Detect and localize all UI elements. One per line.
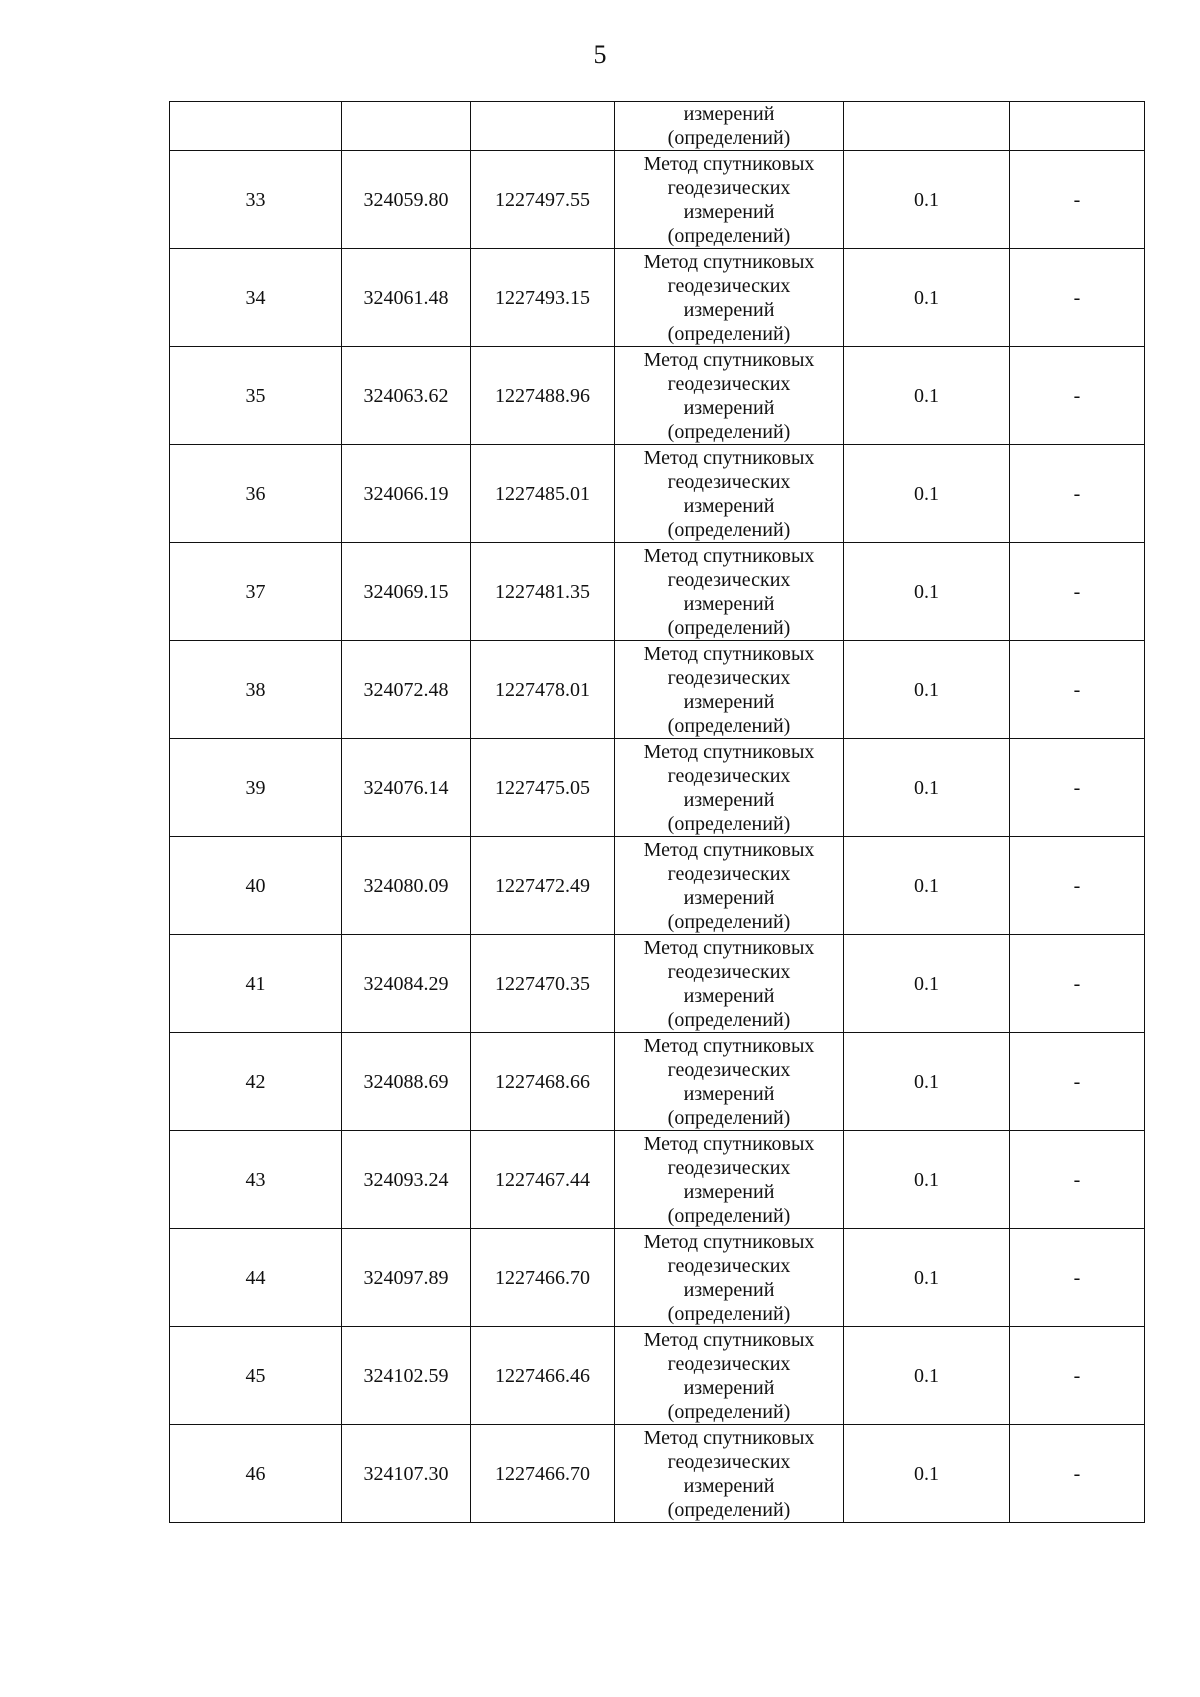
note-cell: - bbox=[1010, 1425, 1145, 1523]
x-coordinate-cell: 324080.09 bbox=[342, 837, 471, 935]
accuracy-cell: 0.1 bbox=[844, 837, 1010, 935]
note-cell: - bbox=[1010, 739, 1145, 837]
coordinates-table bbox=[169, 101, 1145, 1523]
point-number-cell: 38 bbox=[170, 641, 342, 739]
y-coordinate-cell: 1227472.49 bbox=[471, 837, 615, 935]
x-coordinate-cell: 324097.89 bbox=[342, 1229, 471, 1327]
method-cell: Метод спутниковых геодезических измерений (определений) bbox=[615, 935, 844, 1033]
note-cell: - bbox=[1010, 249, 1145, 347]
method-cell: Метод спутниковых геодезических измерений (определений) bbox=[615, 151, 844, 249]
note-cell: - bbox=[1010, 347, 1145, 445]
accuracy-cell: 0.1 bbox=[844, 249, 1010, 347]
method-cell: Метод спутниковых геодезических измерений (определений) bbox=[615, 837, 844, 935]
x-coordinate-cell: 324107.30 bbox=[342, 1425, 471, 1523]
point-number-cell: 34 bbox=[170, 249, 342, 347]
point-number-cell: 43 bbox=[170, 1131, 342, 1229]
y-coordinate-cell: 1227466.70 bbox=[471, 1229, 615, 1327]
accuracy-cell: 0.1 bbox=[844, 935, 1010, 1033]
table-row bbox=[170, 935, 1145, 1033]
table-row-continued bbox=[170, 102, 1145, 151]
table-row bbox=[170, 1229, 1145, 1327]
x-coordinate-cell: 324063.62 bbox=[342, 347, 471, 445]
note-cell: - bbox=[1010, 1229, 1145, 1327]
table-row bbox=[170, 1425, 1145, 1523]
note-cell: - bbox=[1010, 935, 1145, 1033]
point-number-cell: 42 bbox=[170, 1033, 342, 1131]
y-coordinate-cell: 1227493.15 bbox=[471, 249, 615, 347]
accuracy-cell bbox=[844, 102, 1010, 151]
page-number: 5 bbox=[593, 40, 607, 69]
method-cell: Метод спутниковых геодезических измерений (определений) bbox=[615, 739, 844, 837]
y-coordinate-cell: 1227485.01 bbox=[471, 445, 615, 543]
y-coordinate-cell bbox=[471, 102, 615, 151]
table-row bbox=[170, 445, 1145, 543]
y-coordinate-cell: 1227466.46 bbox=[471, 1327, 615, 1425]
method-cell: Метод спутниковых геодезических измерений (определений) bbox=[615, 1229, 844, 1327]
table-row bbox=[170, 249, 1145, 347]
point-number-cell: 44 bbox=[170, 1229, 342, 1327]
x-coordinate-cell: 324069.15 bbox=[342, 543, 471, 641]
point-number-cell: 45 bbox=[170, 1327, 342, 1425]
method-cell: измерений (определений) bbox=[615, 102, 844, 151]
method-cell: Метод спутниковых геодезических измерений (определений) bbox=[615, 1425, 844, 1523]
x-coordinate-cell: 324066.19 bbox=[342, 445, 471, 543]
method-cell: Метод спутниковых геодезических измерений (определений) bbox=[615, 543, 844, 641]
note-cell: - bbox=[1010, 543, 1145, 641]
accuracy-cell: 0.1 bbox=[844, 641, 1010, 739]
y-coordinate-cell: 1227488.96 bbox=[471, 347, 615, 445]
y-coordinate-cell: 1227470.35 bbox=[471, 935, 615, 1033]
x-coordinate-cell: 324076.14 bbox=[342, 739, 471, 837]
method-cell: Метод спутниковых геодезических измерений (определений) bbox=[615, 445, 844, 543]
x-coordinate-cell: 324102.59 bbox=[342, 1327, 471, 1425]
note-cell: - bbox=[1010, 1033, 1145, 1131]
point-number-cell: 46 bbox=[170, 1425, 342, 1523]
note-cell: - bbox=[1010, 151, 1145, 249]
point-number-cell: 36 bbox=[170, 445, 342, 543]
y-coordinate-cell: 1227468.66 bbox=[471, 1033, 615, 1131]
point-number-cell: 40 bbox=[170, 837, 342, 935]
accuracy-cell: 0.1 bbox=[844, 1327, 1010, 1425]
x-coordinate-cell: 324088.69 bbox=[342, 1033, 471, 1131]
note-cell bbox=[1010, 102, 1145, 151]
note-cell: - bbox=[1010, 837, 1145, 935]
point-number-cell bbox=[170, 102, 342, 151]
point-number-cell: 39 bbox=[170, 739, 342, 837]
method-cell: Метод спутниковых геодезических измерений (определений) bbox=[615, 249, 844, 347]
x-coordinate-cell: 324084.29 bbox=[342, 935, 471, 1033]
x-coordinate-cell: 324061.48 bbox=[342, 249, 471, 347]
y-coordinate-cell: 1227466.70 bbox=[471, 1425, 615, 1523]
table-row bbox=[170, 347, 1145, 445]
table-row bbox=[170, 837, 1145, 935]
accuracy-cell: 0.1 bbox=[844, 1425, 1010, 1523]
accuracy-cell: 0.1 bbox=[844, 1033, 1010, 1131]
x-coordinate-cell bbox=[342, 102, 471, 151]
table-row bbox=[170, 739, 1145, 837]
point-number-cell: 37 bbox=[170, 543, 342, 641]
accuracy-cell: 0.1 bbox=[844, 543, 1010, 641]
method-cell: Метод спутниковых геодезических измерений (определений) bbox=[615, 1131, 844, 1229]
table-row bbox=[170, 1033, 1145, 1131]
note-cell: - bbox=[1010, 641, 1145, 739]
table-row bbox=[170, 543, 1145, 641]
point-number-cell: 41 bbox=[170, 935, 342, 1033]
accuracy-cell: 0.1 bbox=[844, 445, 1010, 543]
accuracy-cell: 0.1 bbox=[844, 739, 1010, 837]
accuracy-cell: 0.1 bbox=[844, 1229, 1010, 1327]
note-cell: - bbox=[1010, 1131, 1145, 1229]
y-coordinate-cell: 1227475.05 bbox=[471, 739, 615, 837]
point-number-cell: 35 bbox=[170, 347, 342, 445]
x-coordinate-cell: 324059.80 bbox=[342, 151, 471, 249]
accuracy-cell: 0.1 bbox=[844, 151, 1010, 249]
note-cell: - bbox=[1010, 1327, 1145, 1425]
table-row bbox=[170, 1327, 1145, 1425]
point-number-cell: 33 bbox=[170, 151, 342, 249]
y-coordinate-cell: 1227497.55 bbox=[471, 151, 615, 249]
y-coordinate-cell: 1227481.35 bbox=[471, 543, 615, 641]
method-cell: Метод спутниковых геодезических измерений (определений) bbox=[615, 1327, 844, 1425]
table-row bbox=[170, 641, 1145, 739]
method-cell: Метод спутниковых геодезических измерений (определений) bbox=[615, 641, 844, 739]
table-row bbox=[170, 1131, 1145, 1229]
method-cell: Метод спутниковых геодезических измерений (определений) bbox=[615, 1033, 844, 1131]
method-cell: Метод спутниковых геодезических измерений (определений) bbox=[615, 347, 844, 445]
note-cell: - bbox=[1010, 445, 1145, 543]
accuracy-cell: 0.1 bbox=[844, 347, 1010, 445]
table-row bbox=[170, 151, 1145, 249]
y-coordinate-cell: 1227478.01 bbox=[471, 641, 615, 739]
y-coordinate-cell: 1227467.44 bbox=[471, 1131, 615, 1229]
x-coordinate-cell: 324072.48 bbox=[342, 641, 471, 739]
accuracy-cell: 0.1 bbox=[844, 1131, 1010, 1229]
x-coordinate-cell: 324093.24 bbox=[342, 1131, 471, 1229]
table-body bbox=[170, 102, 1145, 1523]
